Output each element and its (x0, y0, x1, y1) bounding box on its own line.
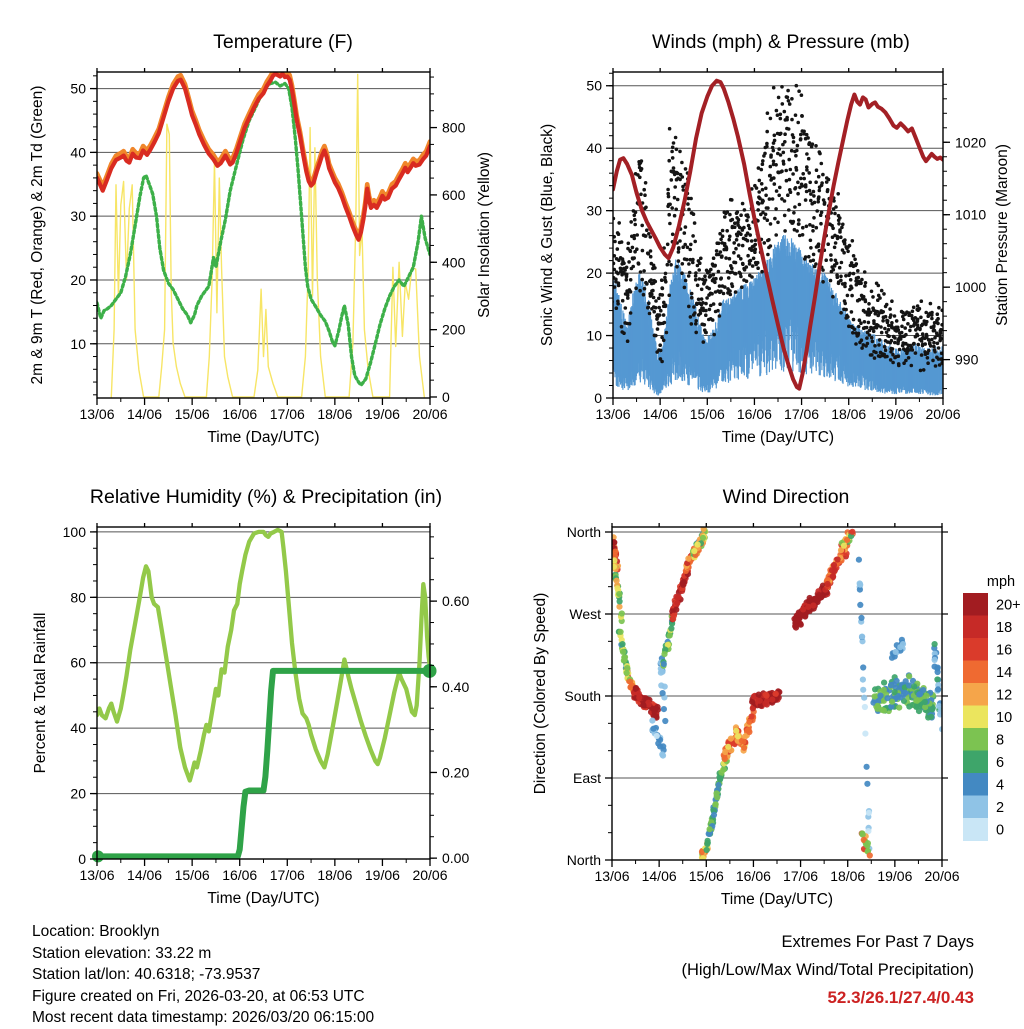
x-tick-label: 14/06 (127, 867, 163, 883)
wind-direction-xaxis-label: Time (Day/UTC) (720, 891, 834, 908)
temperature-yaxis2-label: Solar Insolation (Yellow) (476, 152, 493, 318)
extremes-summary (681, 929, 974, 1012)
chart-wind-direction (532, 486, 960, 908)
y-tick-label: 40 (70, 144, 86, 161)
extremes-values: 52.3/26.1/27.4/0.43 (827, 988, 974, 1007)
x-tick-label: 13/06 (595, 406, 631, 422)
x-tick-label: 20/06 (412, 867, 448, 883)
x-tick-label: 16/06 (736, 406, 772, 422)
y-tick-label: 100 (62, 523, 86, 540)
most-recent-data-timestamp: Most recent data timestamp: 2026/03/20 06:15:00 (32, 1009, 375, 1027)
y-tick-label: 30 (70, 208, 86, 225)
x-tick-label: 16/06 (222, 867, 258, 883)
winds-title: Winds (mph) & Pressure (mb) (652, 31, 910, 53)
x-tick-label: 18/06 (830, 868, 866, 884)
y2-tick-label: 400 (442, 254, 466, 271)
y-tick-label: 80 (70, 589, 86, 606)
colorbar-tick-label: 4 (996, 777, 1005, 794)
y-tick-label: South (564, 688, 601, 704)
humidity-xaxis-label: Time (Day/UTC) (207, 890, 320, 907)
winds-yaxis2-label: Station Pressure (Maroon) (994, 144, 1011, 326)
y-tick-label: 50 (70, 80, 86, 97)
y-tick-label: 40 (586, 140, 602, 157)
humidity-yaxis-label: Percent & Total Rainfall (32, 612, 49, 774)
y-tick-label: 20 (586, 265, 602, 282)
x-tick-label: 19/06 (364, 867, 400, 883)
x-tick-label: 13/06 (594, 868, 630, 884)
y2-tick-label: 0.20 (442, 764, 470, 781)
speed-colorbar (963, 574, 1021, 841)
chart-temperature (29, 31, 493, 446)
colorbar-cell (963, 616, 988, 639)
colorbar-tick-label: 2 (996, 799, 1005, 816)
y-tick-label: 10 (586, 327, 602, 344)
y2-tick-label: 600 (442, 186, 466, 203)
colorbar-cell (963, 728, 988, 751)
x-tick-label: 20/06 (925, 406, 961, 422)
x-tick-label: 19/06 (364, 406, 400, 422)
station-location: Location: Brooklyn (32, 923, 160, 940)
y-tick-label: North (566, 524, 601, 540)
y2-tick-label: 1000 (955, 279, 987, 296)
y2-tick-label: 1020 (955, 134, 987, 151)
x-tick-label: 14/06 (641, 868, 677, 884)
colorbar-tick-label: 6 (996, 754, 1005, 771)
y2-tick-label: 1010 (955, 206, 987, 223)
extremes-subtitle: (High/Low/Max Wind/Total Precipitation) (681, 960, 974, 979)
temp-2m-line (97, 74, 430, 240)
x-tick-label: 13/06 (79, 406, 115, 422)
x-tick-label: 19/06 (878, 406, 914, 422)
colorbar-cell (963, 751, 988, 774)
y-tick-label: 10 (70, 335, 86, 352)
temperature-title: Temperature (F) (213, 31, 353, 53)
station-metadata (32, 921, 374, 1029)
x-tick-label: 14/06 (127, 406, 163, 422)
x-tick-label: 17/06 (269, 867, 305, 883)
x-tick-label: 15/06 (688, 868, 724, 884)
colorbar-cell (963, 638, 988, 661)
colorbar-tick-label: 14 (996, 664, 1013, 681)
y-tick-label: East (572, 770, 601, 786)
x-tick-label: 19/06 (877, 868, 913, 884)
x-tick-label: 13/06 (79, 867, 115, 883)
colorbar-cell (963, 706, 988, 729)
colorbar-cell (963, 773, 988, 796)
y2-tick-label: 0.60 (442, 593, 470, 610)
y-tick-label: 0 (78, 851, 86, 867)
colorbar-tick-label: 12 (996, 687, 1013, 704)
colorbar-tick-label: 0 (996, 822, 1005, 839)
wind-direction-yaxis-label: Direction (Colored By Speed) (532, 592, 549, 795)
station-latlon: Station lat/lon: 40.6318; -73.9537 (32, 966, 261, 984)
colorbar-tick-label: 20+ (996, 597, 1021, 614)
x-tick-label: 15/06 (174, 406, 210, 422)
x-tick-label: 16/06 (735, 868, 771, 884)
rainfall-start-dot (92, 850, 104, 862)
colorbar-tick-label: 16 (996, 642, 1013, 659)
y2-tick-label: 800 (442, 119, 466, 136)
colorbar-tick-label: 8 (996, 732, 1005, 749)
y2-tick-label: 200 (442, 321, 466, 338)
y-tick-label: 20 (70, 271, 86, 288)
y-tick-label: North (566, 852, 601, 868)
x-tick-label: 15/06 (174, 867, 210, 883)
x-tick-label: 17/06 (783, 868, 819, 884)
y-tick-label: 0 (594, 390, 602, 406)
x-tick-label: 18/06 (831, 406, 867, 422)
y-tick-label: West (569, 606, 601, 622)
x-tick-label: 16/06 (222, 406, 258, 422)
extremes-title: Extremes For Past 7 Days (781, 933, 974, 951)
x-tick-label: 18/06 (317, 867, 353, 883)
colorbar-cell (963, 818, 988, 841)
winds-xaxis-label: Time (Day/UTC) (721, 429, 835, 446)
colorbar-cell (963, 683, 988, 706)
x-tick-label: 15/06 (689, 406, 725, 422)
station-elevation: Station elevation: 33.22 m (32, 944, 212, 962)
y-tick-label: 50 (586, 77, 602, 94)
chart-winds-pressure (539, 31, 1011, 446)
y2-tick-label: 0.40 (442, 678, 470, 695)
colorbar-tick-label: 10 (996, 709, 1013, 726)
x-tick-label: 20/06 (924, 868, 960, 884)
chart-humidity-precip (32, 486, 469, 907)
winds-yaxis-label: Sonic Wind & Gust (Blue, Black) (539, 123, 556, 347)
x-tick-label: 20/06 (412, 406, 448, 422)
y2-tick-label: 0 (442, 388, 450, 405)
humidity-line (97, 530, 430, 781)
x-tick-label: 18/06 (317, 406, 353, 422)
colorbar-cell (963, 661, 988, 684)
temperature-yaxis-label: 2m & 9m T (Red, Orange) & 2m Td (Green) (29, 85, 46, 385)
x-tick-label: 17/06 (784, 406, 820, 422)
y-tick-label: 30 (586, 202, 602, 219)
colorbar-units-label: mph (986, 574, 1016, 590)
humidity-title: Relative Humidity (%) & Precipitation (in) (89, 486, 443, 508)
wind-direction-dots (610, 526, 945, 862)
y2-tick-label: 990 (955, 351, 979, 368)
y2-tick-label: 0.00 (442, 850, 470, 867)
x-tick-label: 14/06 (642, 406, 678, 422)
y-tick-label: 20 (70, 785, 86, 802)
x-tick-label: 17/06 (269, 406, 305, 422)
figure-created-timestamp: Figure created on Fri, 2026-03-20, at 06:53 UTC (32, 987, 365, 1005)
y-tick-label: 60 (70, 654, 86, 671)
temperature-xaxis-label: Time (Day/UTC) (207, 429, 320, 446)
colorbar-tick-label: 18 (996, 619, 1013, 636)
colorbar-cell (963, 593, 988, 616)
wind-direction-title: Wind Direction (722, 486, 850, 508)
colorbar-cell (963, 796, 988, 819)
y-tick-label: 40 (70, 720, 86, 737)
